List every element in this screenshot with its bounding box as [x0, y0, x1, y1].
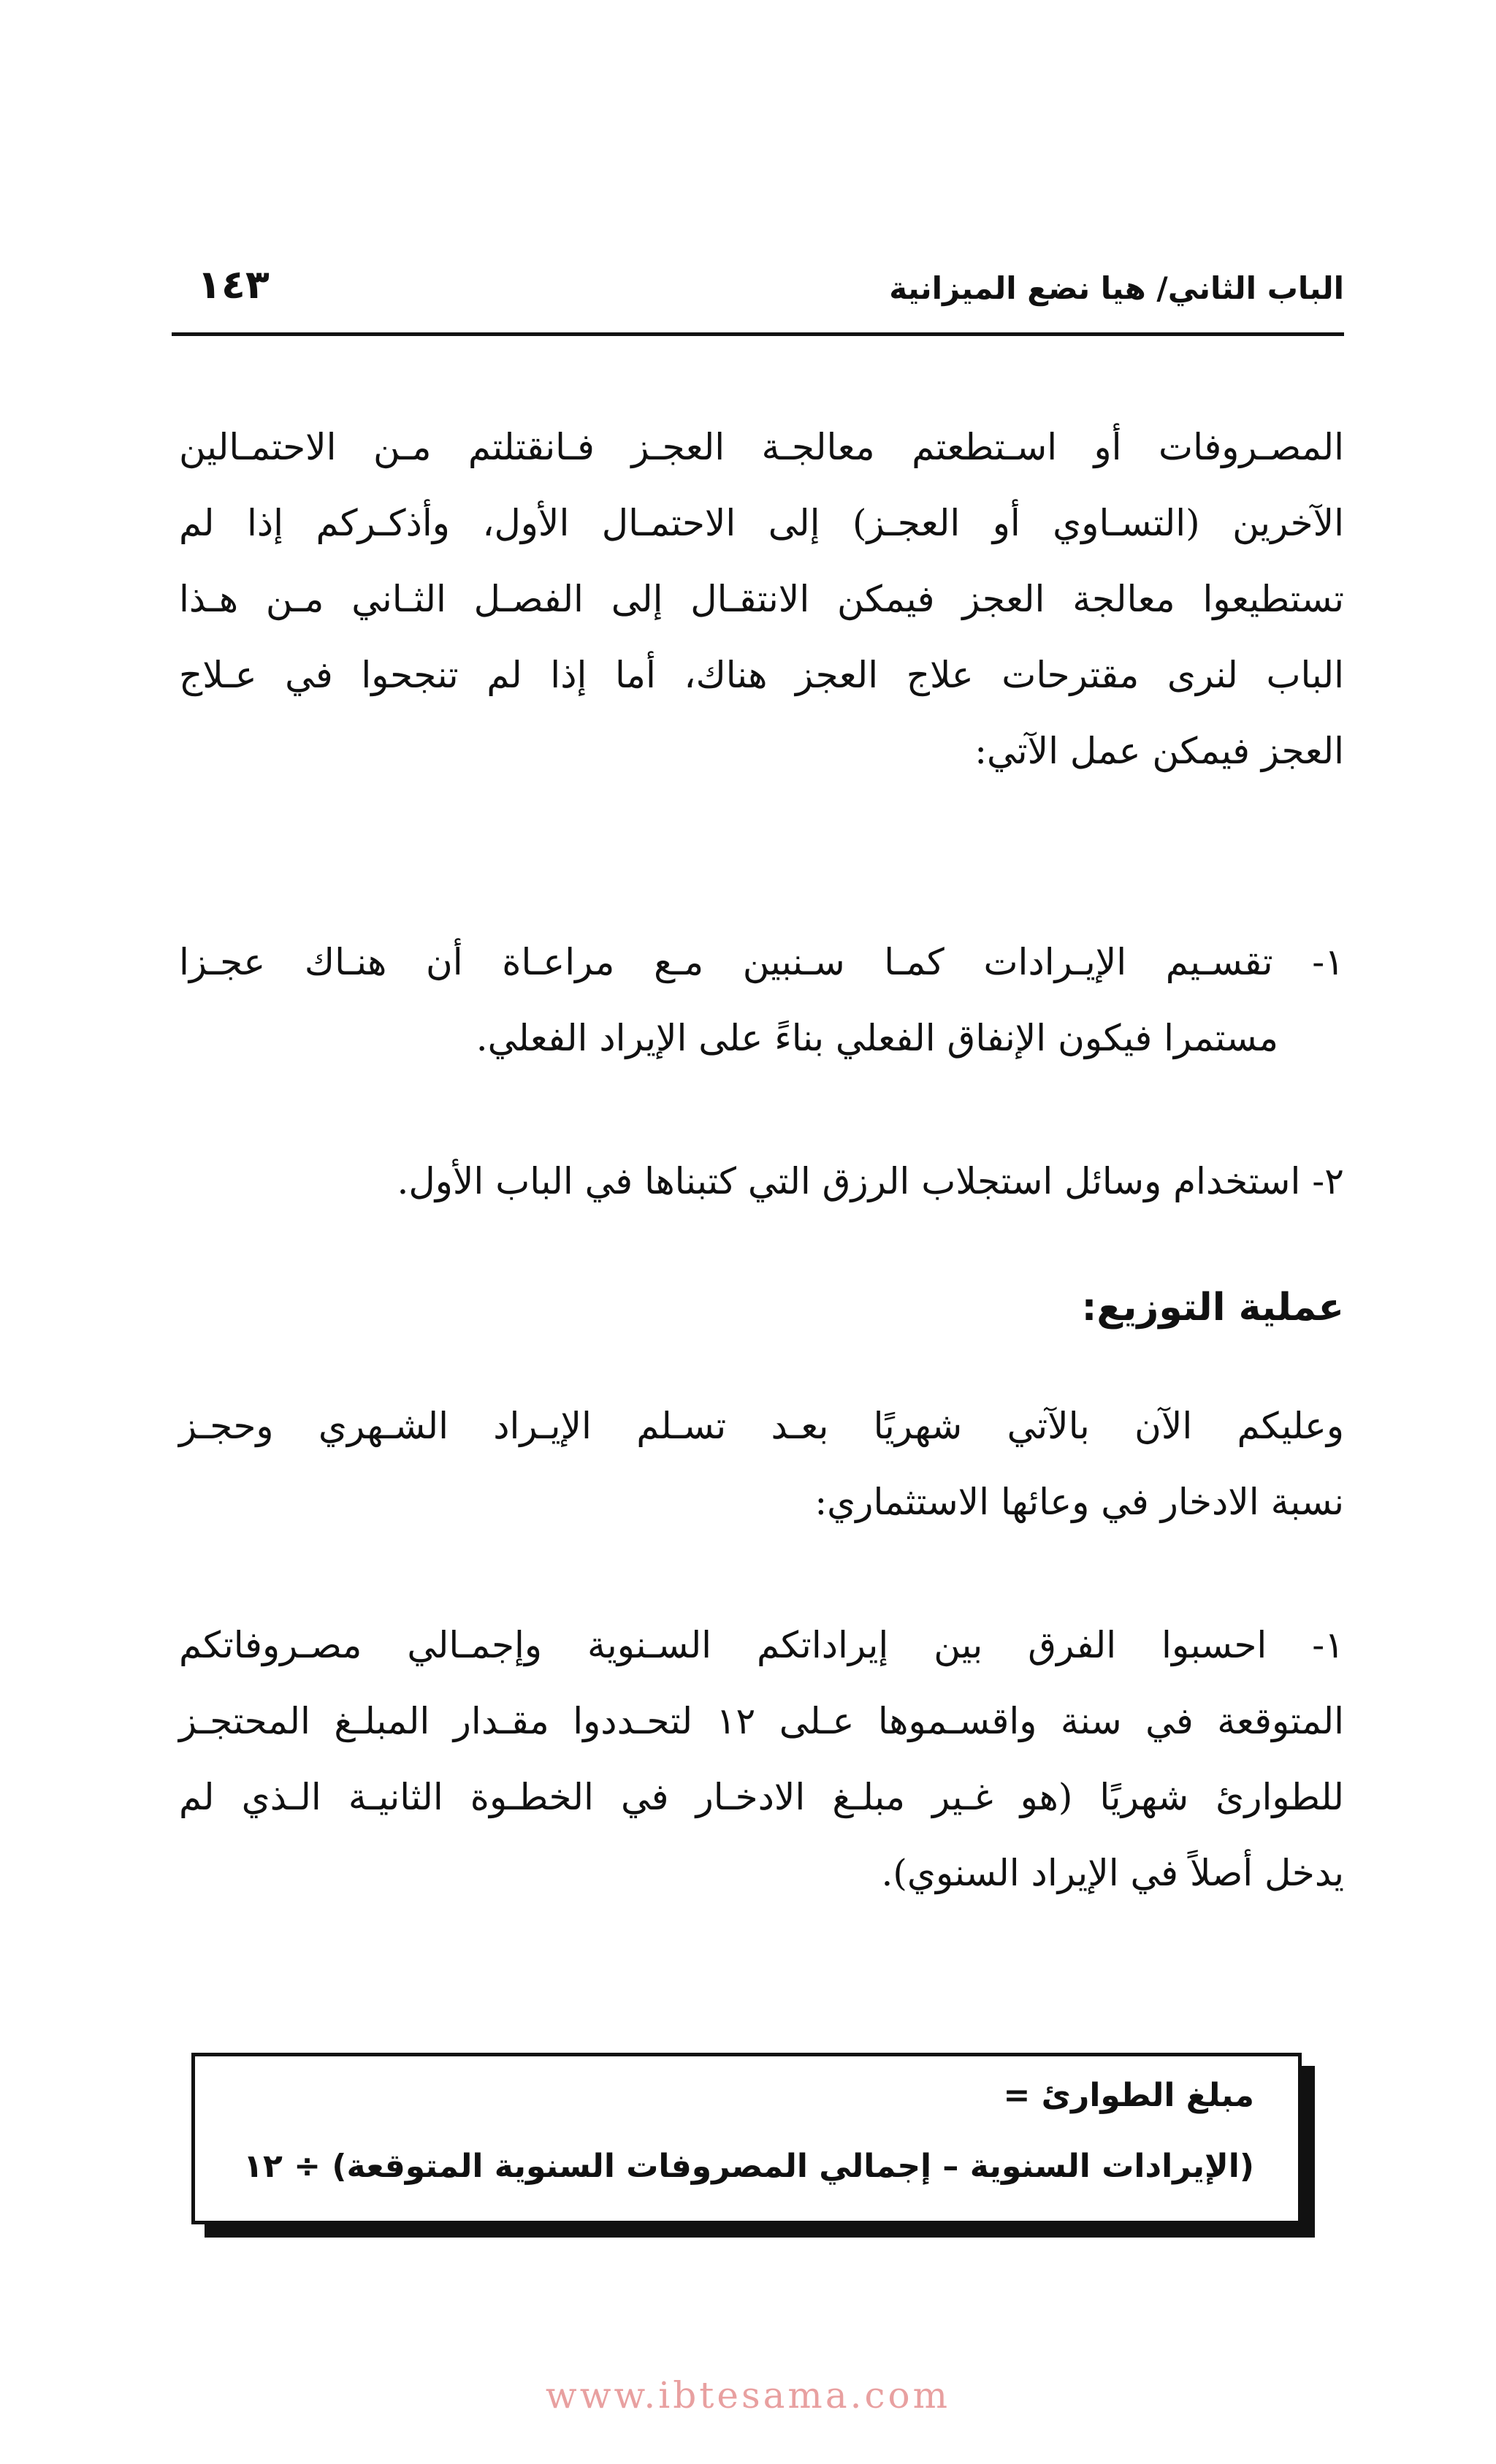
text-line: ١- تقسـيم الإيـرادات كمـا سـنبين مـع مراعـاة أن هنـاك عجـزا [179, 941, 1344, 983]
text-line: للطوارئ شهريًا (هو غـير مبلـغ الادخـار في الخطـوة الثانيـة الـذي لم [179, 1776, 1344, 1818]
text-line: ٢- استخدام وسائل استجلاب الرزق التي كتبناها في الباب الأول. [397, 1160, 1344, 1202]
list-item-1 [179, 924, 1344, 1076]
text-line: تستطيعوا معالجة العجز فيمكن الانتقـال إلى الفصـل الثـاني مـن هـذا [179, 578, 1344, 620]
text-line: يدخل أصلاً في الإيراد السنوي). [881, 1852, 1344, 1894]
paragraph-intro [179, 409, 1344, 789]
text-line: المتوقعة في سنة واقسـموها عـلى ١٢ لتحـددوا مقـدار المبلـغ المحتجـز [179, 1700, 1344, 1742]
page-number: ١٤٣ [197, 262, 270, 308]
page-header [175, 256, 1344, 321]
text-line: وعليكم الآن بالآتي شهريًا بعـد تسـلم الإيـراد الشـهري وحجـز [179, 1405, 1344, 1447]
formula-box [191, 2053, 1302, 2224]
text-line: الباب لنرى مقترحات علاج العجز هناك، أما إذا لم تنجحوا في عـلاج [179, 654, 1344, 696]
watermark: www.ibtesama.com [545, 2374, 951, 2417]
text-line: المصـروفات أو اسـتطعتم معالجـة العجـز فـانقتلتم مـن الاحتمـالين [179, 426, 1344, 468]
header-divider [172, 332, 1344, 336]
text-line: نسبة الادخار في وعائها الاستثماري: [814, 1481, 1344, 1523]
list-item-calc [179, 1607, 1344, 1911]
text-line: ١- احسبوا الفرق بين إيراداتكم السـنوية وإجمـالي مصـروفاتكم [179, 1624, 1344, 1666]
text-line: مستمرا فيكون الإنفاق الفعلي بناءً على الإيراد الفعلي. [476, 1017, 1278, 1059]
section-heading: عملية التوزيع: [1081, 1286, 1344, 1330]
paragraph-distribution [179, 1388, 1344, 1540]
chapter-title: الباب الثاني/ هيا نضع الميزانية [889, 270, 1344, 306]
formula-expression: (الإيرادات السنوية – إجمالي المصروفات السنوية المتوقعة) ÷ ١٢ [243, 2148, 1254, 2185]
formula-label: مبلغ الطوارئ = [1003, 2077, 1254, 2114]
text-line: العجز فيمكن عمل الآتي: [974, 730, 1344, 772]
text-line: الآخرين (التسـاوي أو العجـز) إلى الاحتمـال الأول، وأذكـركم إذا لم [179, 502, 1344, 544]
list-item-2 [179, 1143, 1344, 1219]
